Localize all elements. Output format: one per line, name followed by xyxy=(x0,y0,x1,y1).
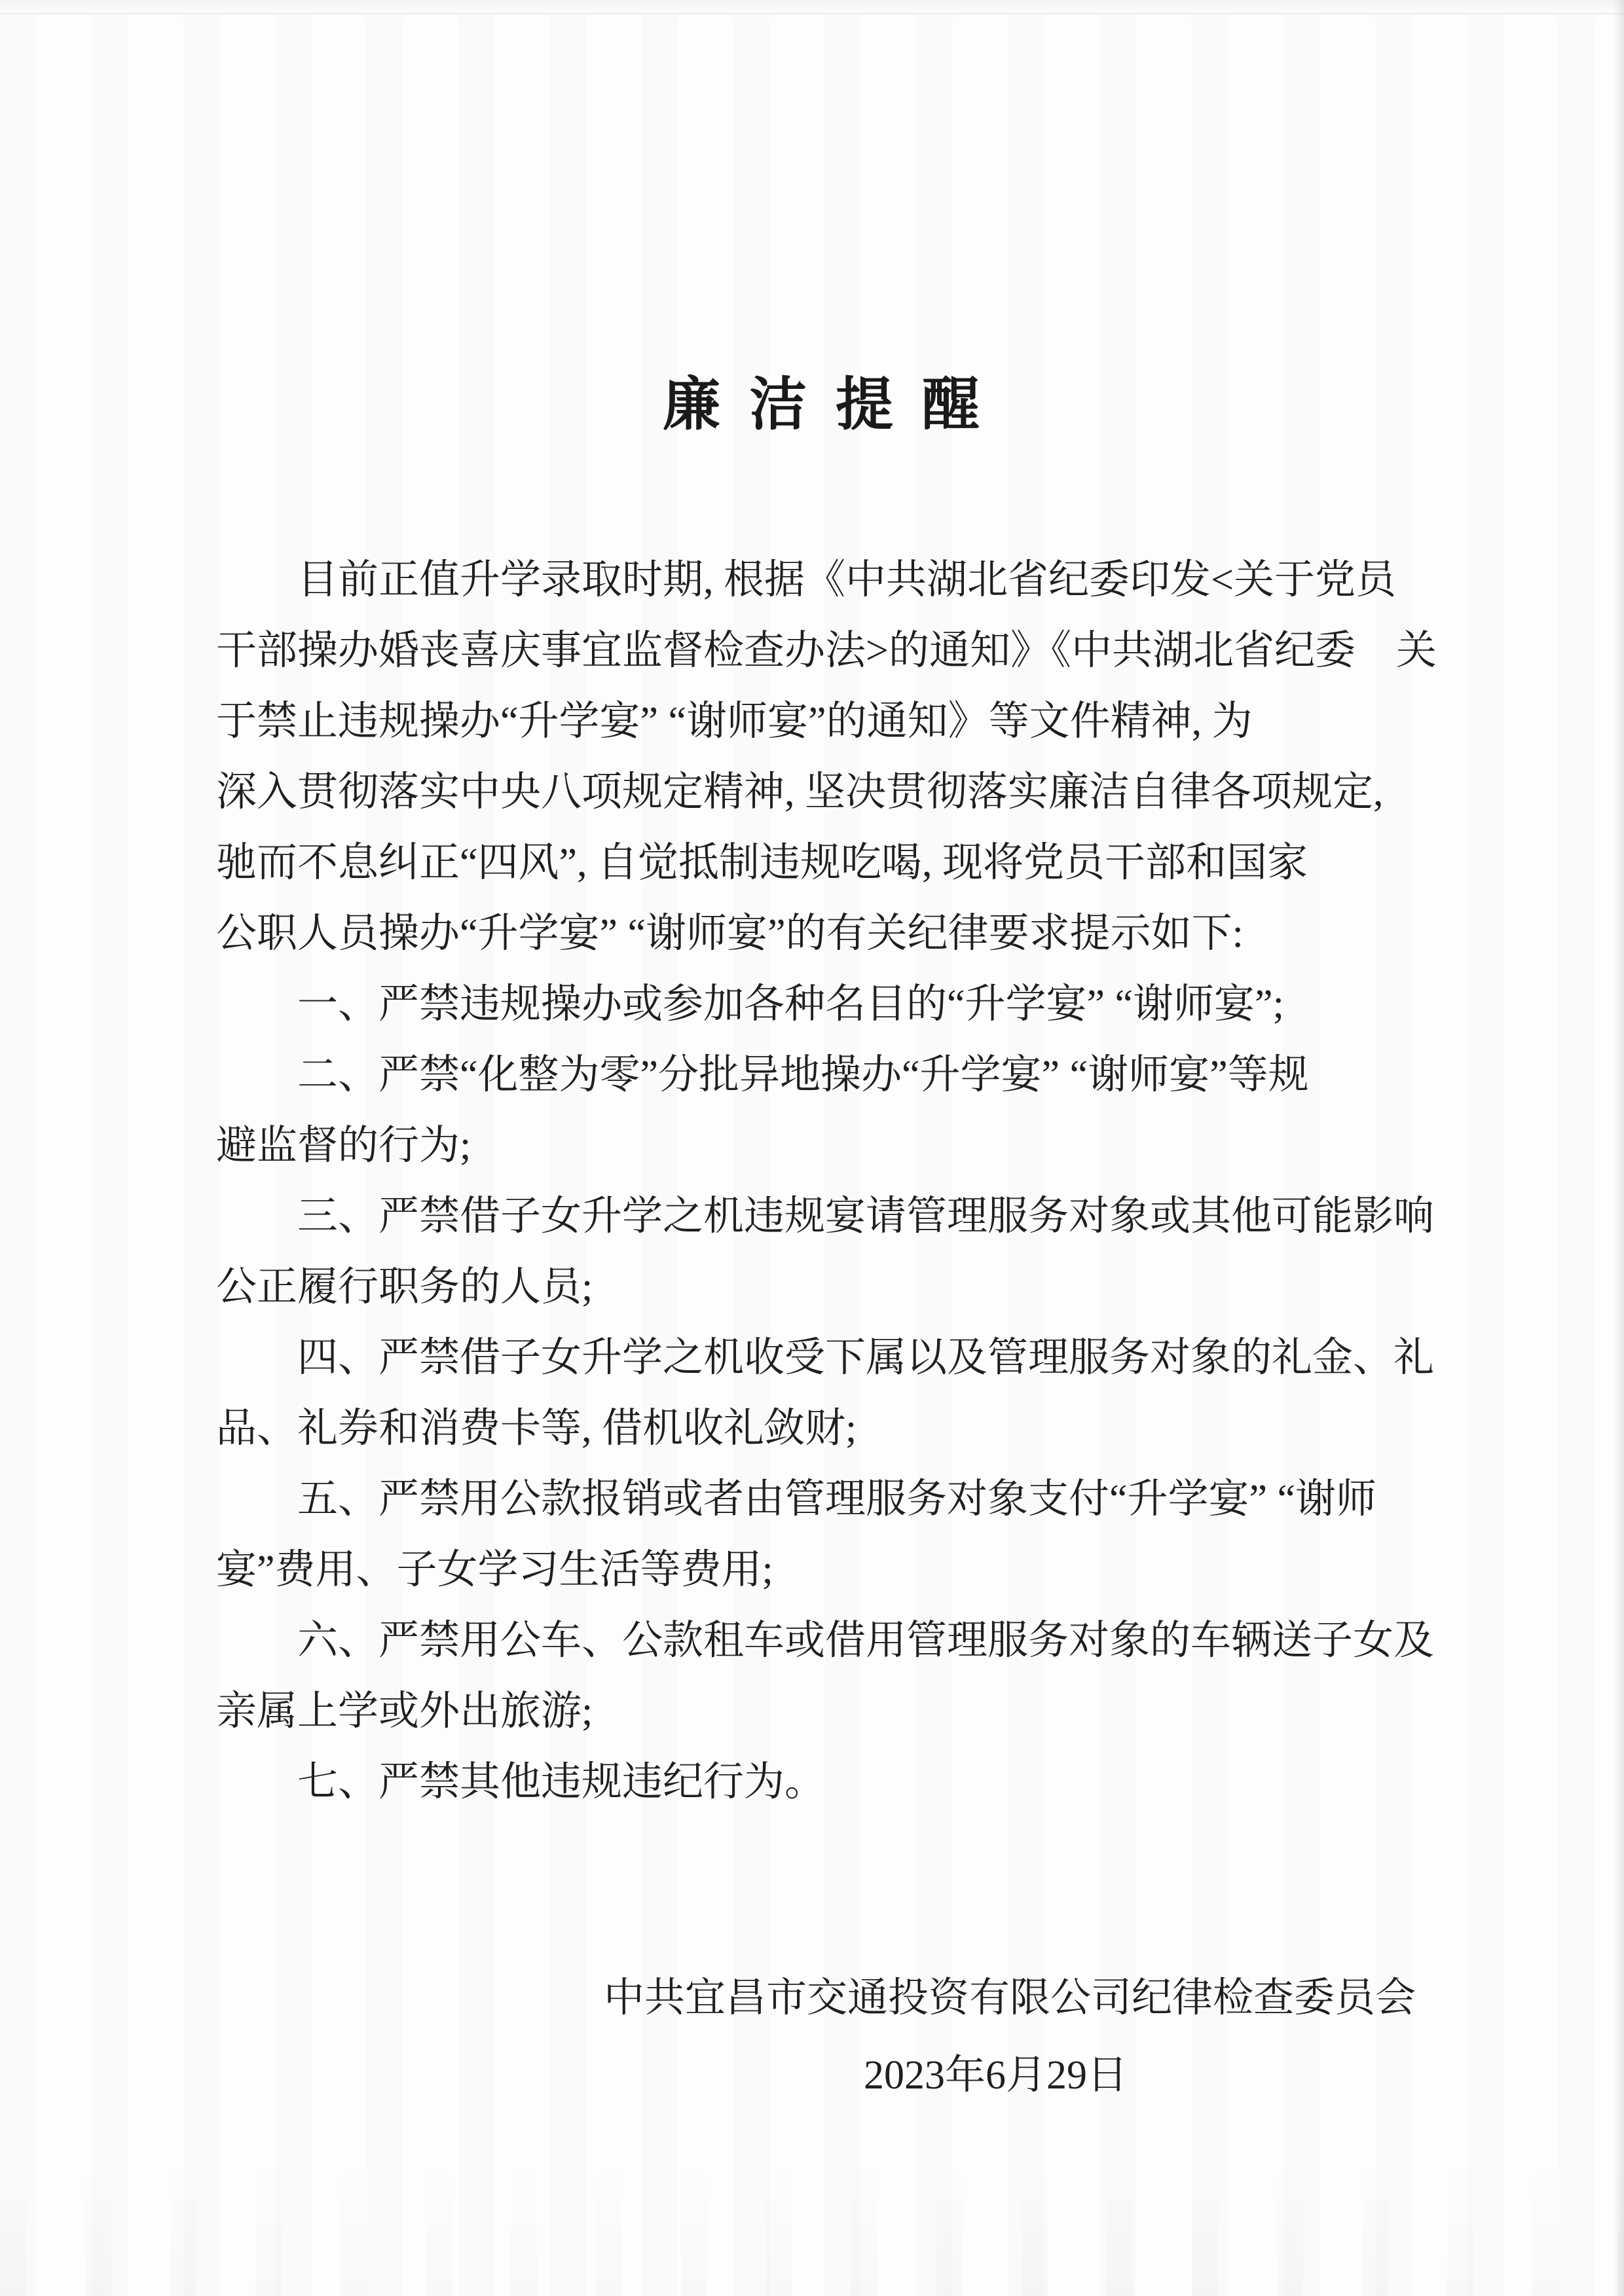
scan-edge-right xyxy=(1614,0,1624,2296)
body-line: 五、严禁用公款报销或者由管理服务对象支付“升学宴” “谢师 xyxy=(297,1477,1377,1522)
body-line: 避监督的行为; xyxy=(216,1123,471,1168)
body-line: 七、严禁其他违规违纪行为。 xyxy=(297,1760,826,1804)
body-line: 驰而不息纠正“四风”, 自觉抵制违规吃喝, 现将党员干部和国家 xyxy=(216,841,1308,885)
body-line: 六、严禁用公车、公款租车或借用管理服务对象的车辆送子女及 xyxy=(297,1618,1435,1663)
body-line: 干部操办婚丧喜庆事宜监督检查办法>的通知》《中共湖北省纪委 关 xyxy=(216,629,1437,673)
scan-edge-top-line xyxy=(0,13,1624,14)
body-line: 公职人员操办“升学宴” “谢师宴”的有关纪律要求提示如下: xyxy=(216,911,1244,956)
body-line: 品、礼券和消费卡等, 借机收礼敛财; xyxy=(216,1406,857,1451)
body-line: 深入贯彻落实中央八项规定精神, 坚决贯彻落实廉洁自律各项规定, xyxy=(216,770,1384,814)
signature: 中共宜昌市交通投资有限公司纪律检查委员会 xyxy=(603,1976,1416,2020)
body-line: 公正履行职务的人员; xyxy=(216,1265,593,1309)
body-line: 二、严禁“化整为零”分批异地操办“升学宴” “谢师宴”等规 xyxy=(297,1053,1309,1097)
date-line: 2023年6月29日 xyxy=(863,2053,1128,2098)
scan-edge-top xyxy=(0,0,1624,20)
body-line: 四、严禁借子女升学之机收受下属以及管理服务对象的礼金、礼 xyxy=(297,1336,1435,1380)
body-line: 目前正值升学录取时期, 根据《中共湖北省纪委印发<关于党员 xyxy=(297,558,1396,602)
body-line: 一、严禁违规操办或参加各种名目的“升学宴” “谢师宴”; xyxy=(297,982,1284,1027)
body-line: 宴”费用、子女学习生活等费用; xyxy=(216,1548,773,1592)
body-line: 三、严禁借子女升学之机违规宴请管理服务对象或其他可能影响 xyxy=(297,1194,1435,1239)
body-line: 于禁止违规操办“升学宴” “谢师宴”的通知》等文件精神, 为 xyxy=(216,699,1253,744)
scan-edge-bottom xyxy=(0,2159,1624,2296)
document-title: 廉洁提醒 xyxy=(662,374,1008,437)
body-line: 亲属上学或外出旅游; xyxy=(216,1689,593,1734)
document-body xyxy=(216,545,1437,1817)
